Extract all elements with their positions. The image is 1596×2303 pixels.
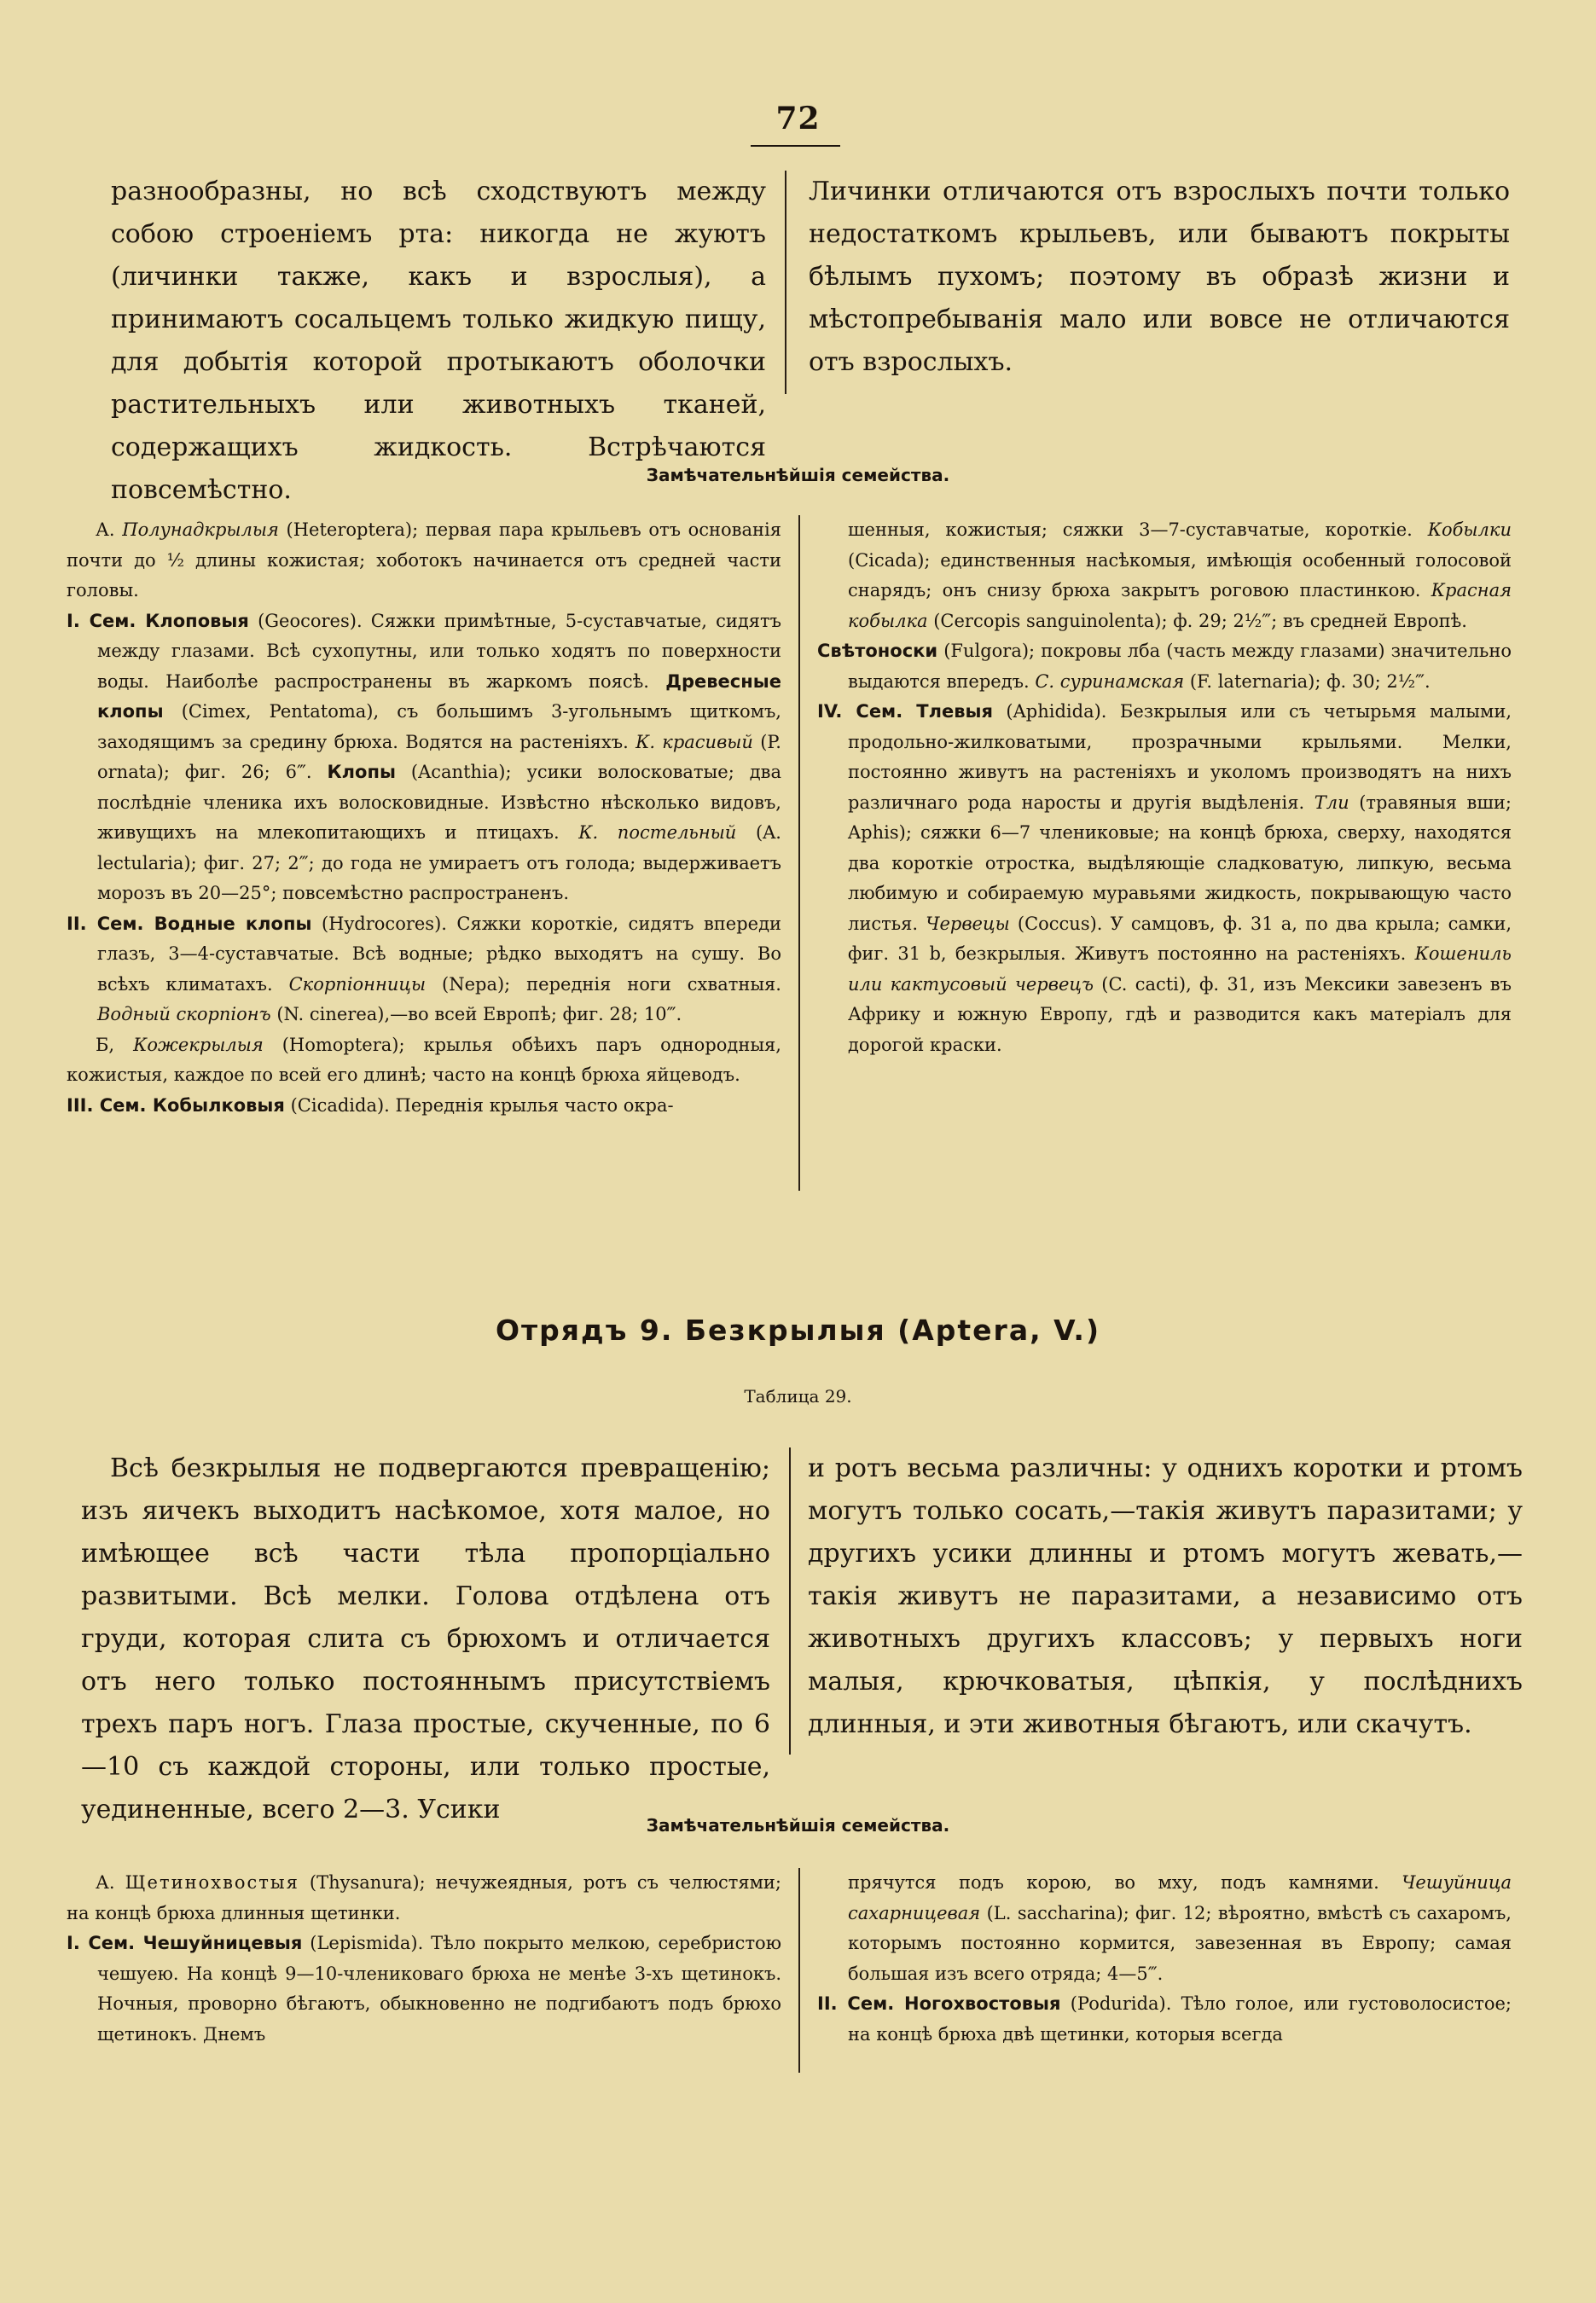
species-name: Красная кобылка	[848, 580, 1512, 631]
family-text: (Geocores). Сяжки примѣтные, 5-суставчатые, сидятъ между глазами. Всѣ сухопутны, или только ходятъ по поверхности воды. Наиболѣе распространены въ жаркомъ поясѣ.	[97, 610, 781, 692]
order-heading	[0, 1314, 1596, 1347]
intro-right-text: Личинки отличаются отъ взрослыхъ почти только недостаткомъ крыльевъ, или бываютъ покрыты бѣлымъ пухомъ; поэтому въ образѣ жизни и мѣстопребыванія мало или вовсе не отличаются отъ взрослыхъ.	[809, 177, 1510, 377]
family-text: (Lepismida). Тѣло покрыто мелкою, серебристою чешуею. На концѣ 9—10-члениковаго брюха не менѣе 3-хъ щетинокъ. Ночныя, проворно бѣгаютъ, обыкновенно не подгибаютъ подъ брюхо щетинокъ. Днемъ	[97, 1933, 781, 2045]
family-text: (Cicadida). Переднія крылья часто окра-	[290, 1094, 674, 1116]
subgroup-text: (Thysanura); нечужеядныя, ротъ съ челюстями; на концѣ брюха длинныя щетинки.	[67, 1872, 781, 1923]
order-section	[81, 1447, 1523, 1831]
genus-name: Тли	[1314, 792, 1349, 813]
subgroup-label: Б,	[96, 1034, 115, 1055]
family-text: (травяныя вши; Aphis); сяжки 6—7 члениковые; на концѣ брюха, сверху, находятся два короткіе отростка, выдѣляющіе сладковатую, липкую, весьма любимую и собираемую муравьями жидкость, покрывающую часто листья.	[848, 792, 1512, 934]
genus-name: Свѣтоноски	[817, 641, 938, 661]
family-text: прячутся подъ корою, во мху, подъ камнями.	[848, 1872, 1379, 1893]
order-title-latin: (Aptera, V.)	[897, 1314, 1101, 1347]
family-cicadida	[67, 1091, 781, 1122]
families-section-1	[67, 515, 1529, 1191]
families-2-left-column	[67, 1868, 798, 2073]
genus-fulgora	[817, 636, 1512, 697]
order-right-column	[791, 1447, 1523, 1831]
family-lepismida	[67, 1929, 781, 2050]
families-section-2	[67, 1868, 1529, 2073]
subgroup-thysanura	[67, 1868, 781, 1929]
table-reference: Таблица 29.	[744, 1386, 852, 1407]
family-text: (Cimex, Pentatoma), съ большимъ 3-угольнымъ щиткомъ, заходящимъ за средину брюха. Водятся на растеніяхъ.	[97, 701, 781, 752]
species-name: К. красивый	[635, 731, 753, 752]
family-text: (L. saccharina); фиг. 12; вѣроятно, вмѣстѣ съ сахаромъ, которымъ постоянно кормится, завезенная въ Европу; самая большая изъ всего отряда; 4—5‴.	[848, 1902, 1512, 1984]
family-label: III. Сем. Кобылковыя	[67, 1094, 285, 1116]
species-name: С. суринамская	[1035, 670, 1185, 692]
family-text: (Cercopis sanguinolenta); ф. 29; 2½‴; въ средней Европѣ.	[933, 610, 1467, 631]
subgroup-label: А.	[96, 1872, 115, 1893]
family-podurida	[817, 1989, 1512, 2050]
family-label: IV. Сем. Тлевыя	[817, 701, 993, 722]
subgroup-text: (Homoptera); крылья обѣихъ паръ однородныя, кожистыя, каждое по всей его длинѣ; часто на концѣ брюха яйцеводъ.	[67, 1034, 781, 1085]
family-aphidida	[817, 697, 1512, 1060]
family-text: (C. cacti), ф. 31, изъ Мексики завезенъ въ Африку и южную Европу, гдѣ и разводится какъ матеріалъ для дорогой краски.	[848, 973, 1512, 1055]
family-lepismida-cont	[817, 1868, 1512, 1989]
intro-left-column	[111, 171, 785, 512]
family-text: (Coccus). У самцовъ, ф. 31 a, по два крыла; самки, фиг. 31 b, безкрылыя. Живутъ постоянно на растеніяхъ.	[848, 913, 1512, 964]
page-number-rule	[751, 145, 840, 147]
subgroup-name: Полунадкрылыя	[122, 519, 279, 540]
family-text: (Acanthia); усики волосковатые; два послѣдніе членика ихъ волосковидные. Извѣстно нѣсколько видовъ, живущихъ на млекопитающихъ и птицахъ.	[97, 762, 781, 843]
subgroup-text: (Heteroptera); первая пара крыльевъ отъ основанія почти до ½ длины кожистая; хоботокъ начинается отъ средней части головы.	[67, 519, 781, 600]
families-heading-2: Замѣчательнѣйшія семейства.	[646, 1815, 950, 1836]
family-text: (Fulgora); покровы лба (часть между глазами) значительно выдаются впередъ.	[848, 641, 1512, 692]
family-text: (P. ornata); фиг. 26; 6‴.	[97, 731, 781, 782]
family-text: (Aphidida). Безкрылыя или съ четырьмя малыми, продольно-жилковатыми, прозрачными крыльями. Мелки, постоянно живутъ на растеніяхъ и уколомъ производятъ на нихъ различнаго рода наросты и другія выдѣленія.	[848, 701, 1512, 813]
subgroup-heteroptera	[67, 515, 781, 606]
order-left-column	[81, 1447, 789, 1831]
families-heading-1: Замѣчательнѣйшія семейства.	[646, 465, 950, 485]
genus-name: Червецы	[926, 913, 1010, 934]
page-number: 72	[775, 101, 821, 136]
subgroup-name: Щетинохвостыя	[125, 1872, 299, 1893]
family-hydrocores	[67, 909, 781, 1030]
genus-name: Кобылки	[1427, 519, 1512, 540]
family-text: шенныя, кожистыя; сяжки 3—7-суставчатые, короткіе.	[848, 519, 1413, 540]
order-right-text: и ротъ весьма различны: у однихъ коротки и ртомъ могутъ только сосать,—такія живутъ паразитами; у другихъ усики длинны и ртомъ могутъ жевать,— такія живутъ не паразитами, а независимо отъ животныхъ другихъ классовъ; у первыхъ ноги малыя, крючковатыя, цѣпкія, у послѣднихъ длинныя, и эти животныя бѣгаютъ, или скачутъ.	[808, 1453, 1523, 1739]
species-name: К. постельный	[578, 822, 737, 843]
subgroup-name: Кожекрылыя	[133, 1034, 264, 1055]
family-label: I. Сем. Клоповыя	[67, 610, 249, 631]
families-2-right-column	[800, 1868, 1512, 2073]
subgroup-homoptera	[67, 1030, 781, 1091]
family-text: (A. lectularia); фиг. 27; 2‴; до года не умираетъ отъ голода; выдерживаетъ морозъ въ 20—25°; повсемѣстно распространенъ.	[97, 822, 781, 903]
order-title: Отрядъ 9. Безкрылыя	[495, 1314, 886, 1347]
genus-name: Древесные клопы	[97, 670, 781, 722]
intro-right-column	[786, 171, 1510, 512]
family-label: I. Сем. Чешуйницевыя	[67, 1933, 303, 1953]
family-cicadida-cont	[817, 515, 1512, 636]
family-text: (N. cinerea),—во всей Европѣ; фиг. 28; 10‴.	[276, 1004, 682, 1024]
species-name: Кошениль или кактусовый червецъ	[848, 943, 1512, 995]
family-text: (F. laternaria); ф. 30; 2½‴.	[1189, 670, 1431, 692]
intro-left-text: разнообразны, но всѣ сходствуютъ между собою строеніемъ рта: никогда не жуютъ (личинки также, какъ и взрослыя), а принимаютъ сосальцемъ только жидкую пищу, для добытія которой протыкаютъ оболочки растительныхъ или животныхъ тканей, содержащихъ жидкость. Встрѣчаются повсемѣстно.	[111, 177, 766, 505]
family-text: (Hydrocores). Сяжки короткіе, сидятъ впереди глазъ, 3—4-суставчатые. Всѣ водные; рѣдко выходятъ на сушу. Во всѣхъ климатахъ.	[97, 913, 781, 995]
genus-name: Клопы	[327, 762, 396, 782]
intro-section	[111, 171, 1510, 512]
order-left-text: Всѣ безкрылыя не подвергаются превращенію; изъ яичекъ выходитъ насѣкомое, хотя малое, но имѣющее всѣ части тѣла пропорціально развитыми. Всѣ мелки. Голова отдѣлена отъ груди, которая слита съ брюхомъ и отличается отъ него только постояннымъ присутствіемъ трехъ паръ ногъ. Глаза простые, скученные, по 6—10 съ каждой стороны, или только простые, уединенные, всего 2—3. Усики	[81, 1453, 770, 1824]
species-name: Водный скорпіонъ	[97, 1004, 271, 1024]
family-geocores	[67, 606, 781, 909]
families-1-left-column	[67, 515, 798, 1191]
family-text: (Nepa); переднія ноги схватныя.	[442, 973, 781, 995]
family-label: II. Сем. Водные клопы	[67, 913, 312, 934]
families-1-right-column	[800, 515, 1512, 1191]
family-text: (Cicada); единственныя насѣкомыя, имѣющія особенный голосовой снарядъ; онъ снизу брюха закрытъ роговою пластинкою.	[848, 549, 1512, 600]
genus-name: Скорпіонницы	[288, 973, 427, 995]
species-name: Чешуйница сахарницевая	[848, 1872, 1512, 1923]
family-text: (Podurida). Тѣло голое, или густоволосистое; на концѣ брюха двѣ щетинки, которыя всегда	[848, 1993, 1512, 2045]
subgroup-label: А.	[96, 519, 115, 540]
family-label: II. Сем. Ногохвостовыя	[817, 1993, 1061, 2014]
